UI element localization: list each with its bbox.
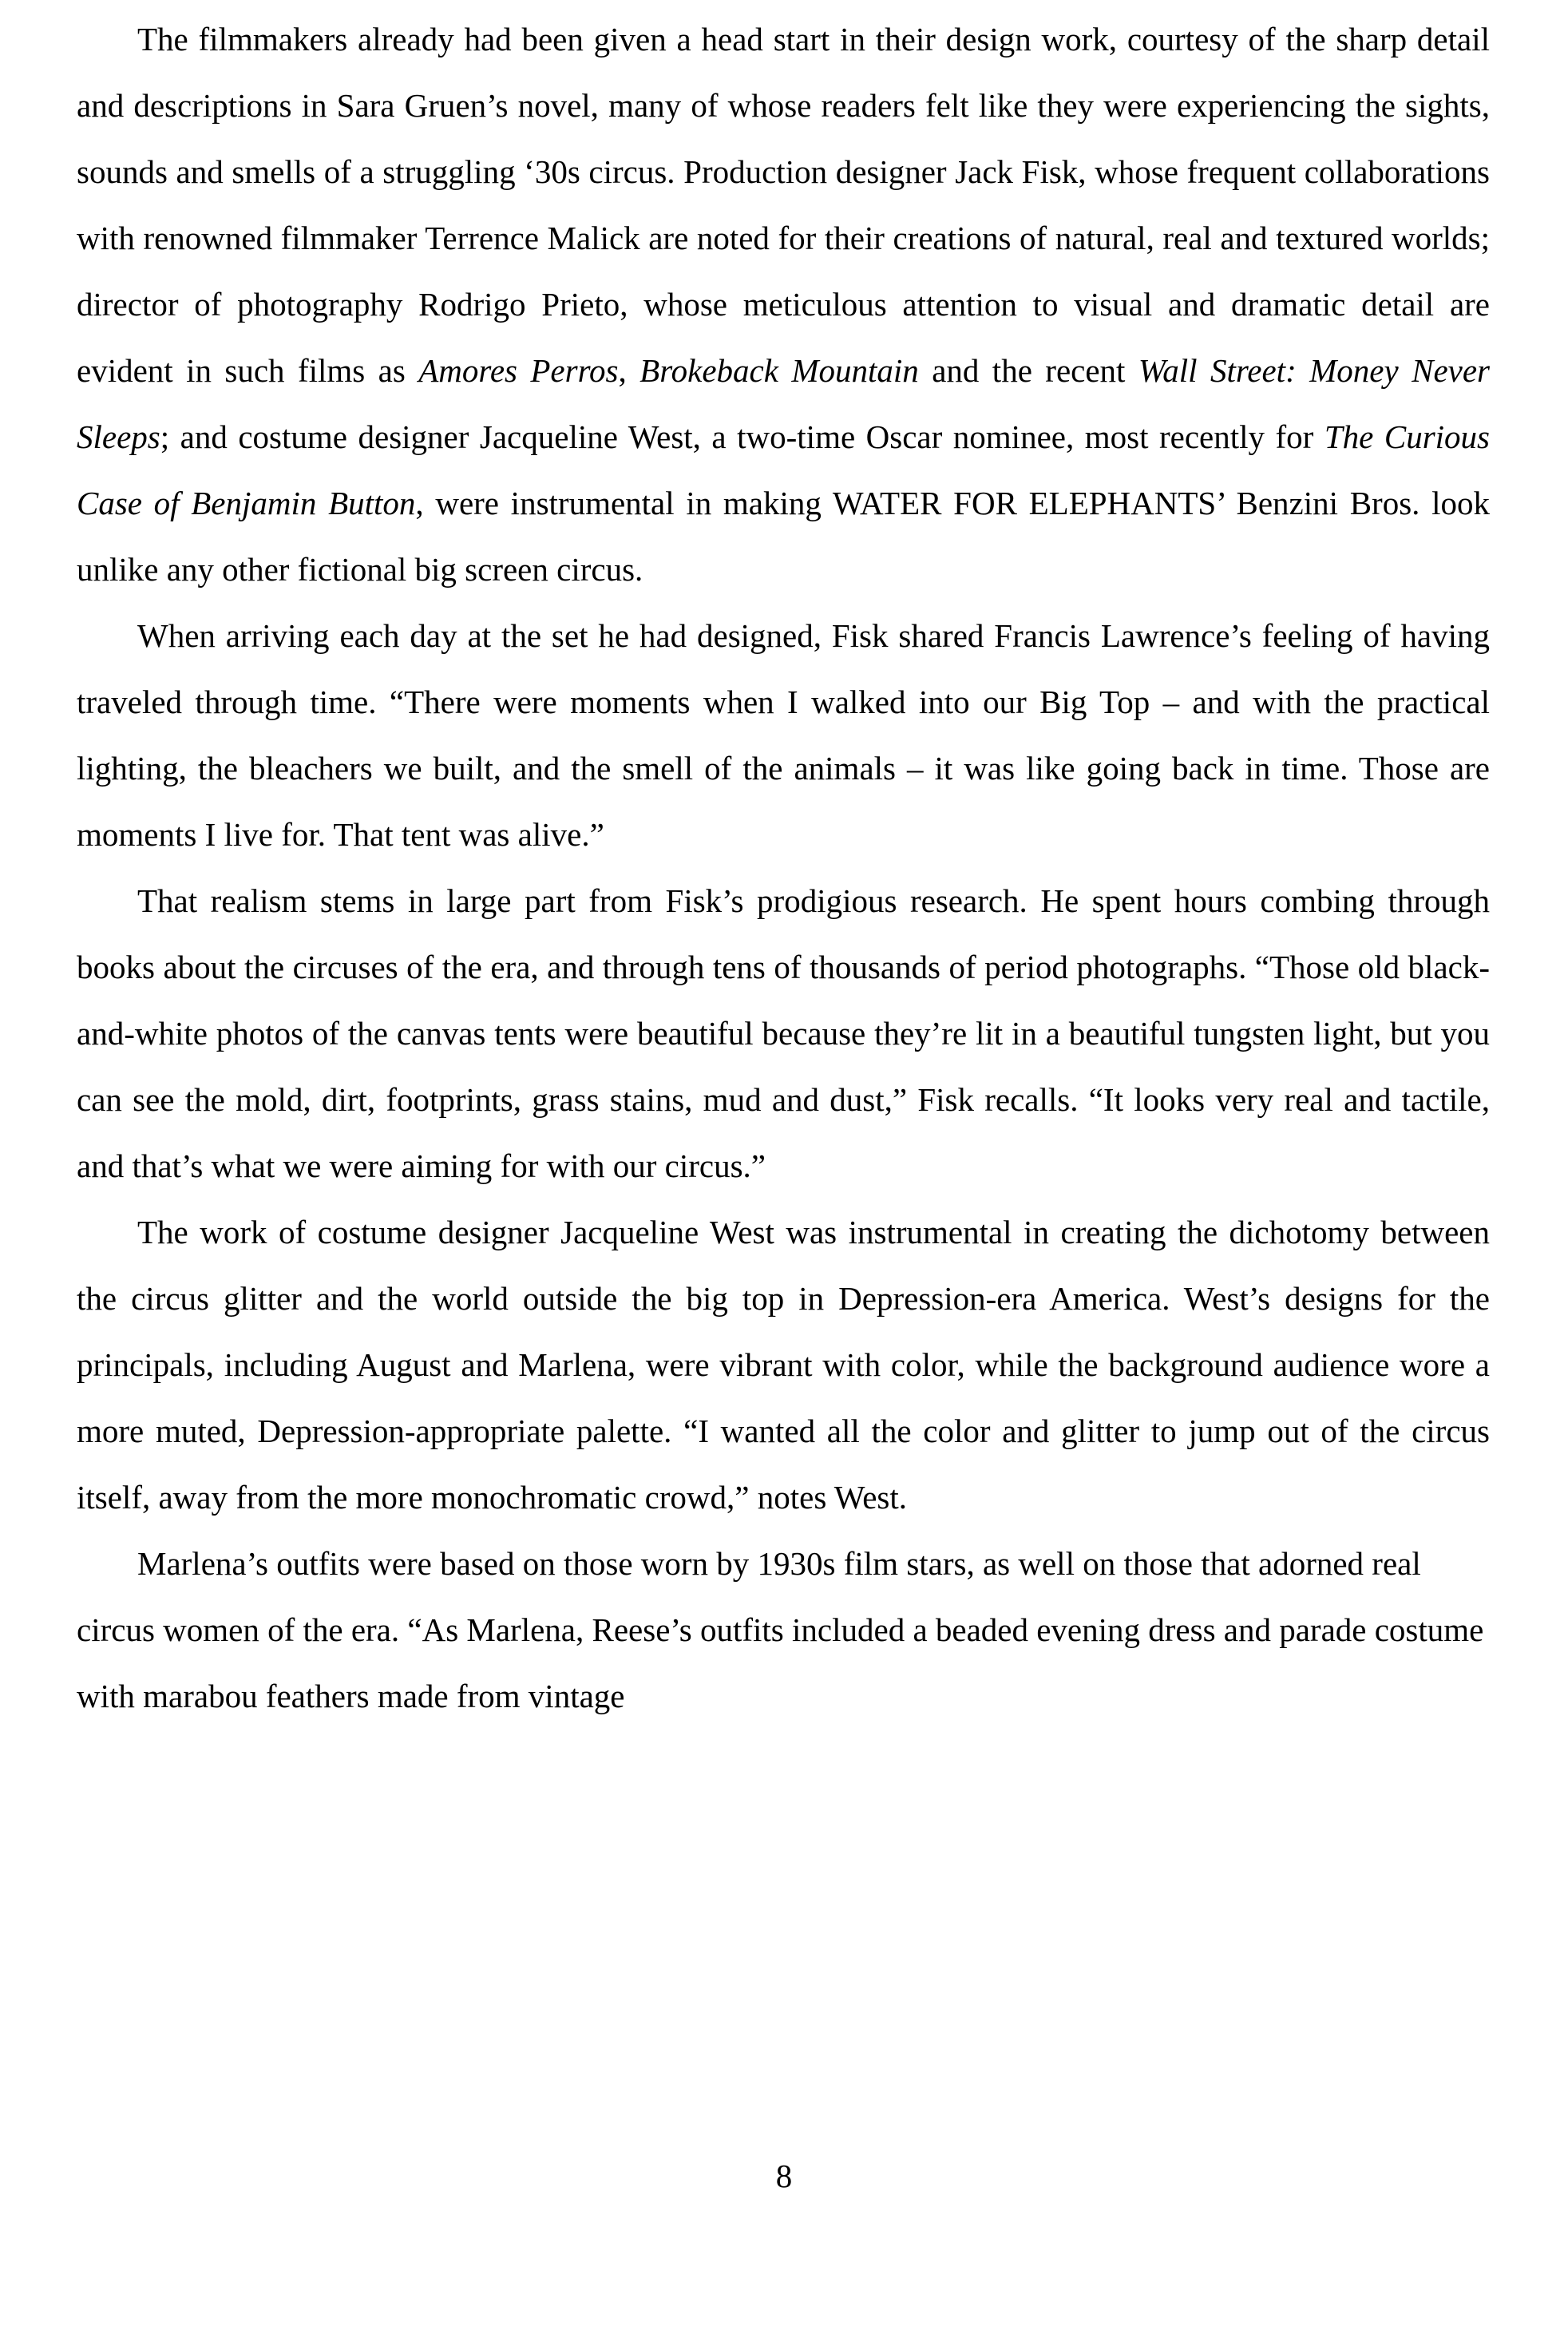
page-body-text — [77, 6, 1490, 1730]
text-run: , — [618, 352, 640, 389]
text-run: Marlena’s outfits were based on those worn by 1930s film stars, as well on those that adorned real circus women of the era. “As Marlena, Reese’s outfits included a beaded evening dress and parade costume with marabou feathers made from vintage — [77, 1545, 1484, 1714]
text-run: The filmmakers already had been given a head start in their design work, courtesy of the sharp detail and descriptions in Sara Gruen’s novel, many of whose readers felt like they were experiencing the sights, sounds and smells of a struggling ‘30s circus. Production designer Jack Fisk, whose frequent collaborations with renowned filmmaker Terrence Malick are noted for their creations of natural, real and textured worlds; director of photography Rodrigo Prieto, whose meticulous attention to visual and dramatic detail are evident in such films as — [77, 21, 1490, 389]
italic-title: The Curious Case of Benjamin Button — [77, 418, 1491, 521]
paragraph-2 — [77, 603, 1490, 868]
paragraph-1 — [77, 6, 1490, 603]
paragraph-4 — [77, 1199, 1490, 1531]
text-run: , were instrumental in making WATER FOR ELEPHANTS’ Benzini Bros. look unlike any other fictional big screen circus. — [77, 485, 1490, 588]
text-run: and the recent — [918, 352, 1138, 389]
text-run: When arriving each day at the set he had designed, Fisk shared Francis Lawrence’s feeling of having traveled through time. “There were moments when I walked into our Big Top – and with the practical lighting, the bleachers we built, and the smell of the animals – it was like going back in time. Those are moments I live for. That tent was alive.” — [77, 617, 1490, 853]
paragraph-3 — [77, 868, 1490, 1199]
text-run: The work of costume designer Jacqueline West was instrumental in creating the dichotomy between the circus glitter and the world outside the big top in Depression-era America. West’s designs for the principals, including August and Marlena, were vibrant with color, while the background audience wore a more muted, Depression-appropriate palette. “I wanted all the color and glitter to jump out of the circus itself, away from the more monochromatic crowd,” notes West. — [77, 1214, 1490, 1516]
italic-title: Amores Perros — [418, 352, 619, 389]
page-number: 8 — [775, 2158, 793, 2194]
text-run: ; and costume designer Jacqueline West, a two-time Oscar nominee, most recently for — [160, 418, 1324, 455]
paragraph-5 — [77, 1531, 1490, 1730]
text-run: That realism stems in large part from Fisk’s prodigious research. He spent hours combing through books about the circuses of the era, and through tens of thousands of period photographs. “Those old black-and-white photos of the canvas tents were beautiful because they’re lit in a beautiful tungsten light, but you can see the mold, dirt, footprints, grass stains, mud and dust,” Fisk recalls. “It looks very real and tactile, and that’s what we were aiming for with our circus.” — [77, 882, 1490, 1184]
italic-title: Brokeback Mountain — [639, 352, 919, 389]
italic-title: Wall Street: Money Never Sleeps — [77, 352, 1490, 455]
